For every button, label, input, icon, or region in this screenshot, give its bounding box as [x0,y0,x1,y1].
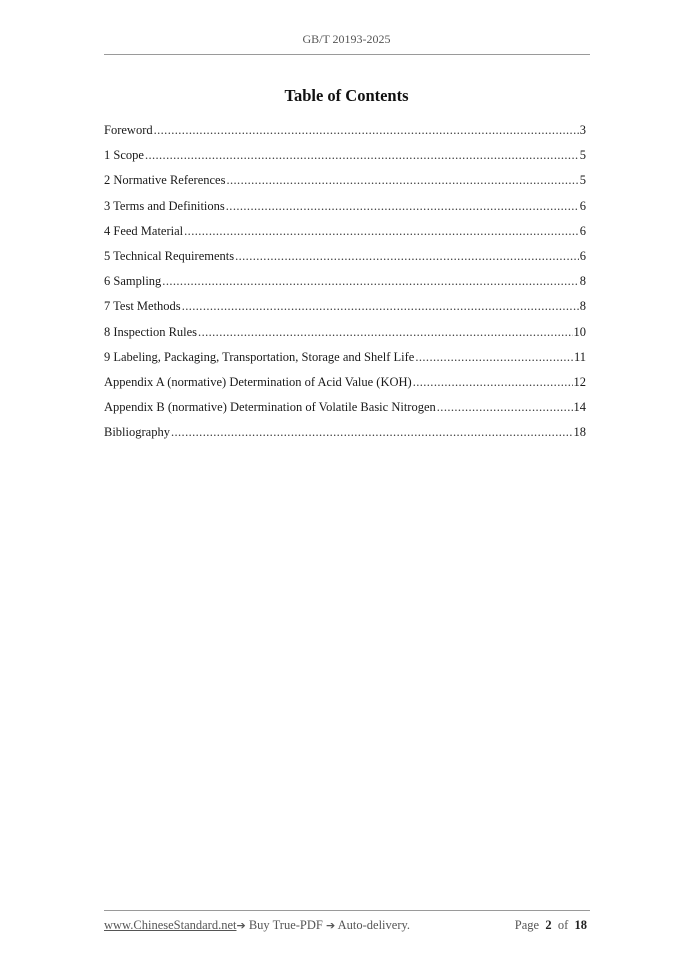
dot-leader [182,296,579,316]
toc-entry-label: 5 Technical Requirements [104,248,235,263]
dot-leader [235,246,579,266]
toc-entry-bibliography[interactable] [104,422,586,447]
running-header: GB/T 20193-2025 [302,32,391,46]
toc-entry-label: 9 Labeling, Packaging, Transportation, Storage and Shelf Life [104,349,415,364]
toc-entry-label: Appendix B (normative) Determination of Volatile Basic Nitrogen [104,400,436,415]
toc-entry-page: 14 [573,400,586,415]
arrow-right-icon: ➔ [236,919,246,932]
toc-entry-label: 7 Test Methods [104,299,181,314]
page-number [515,918,587,933]
dot-leader [171,422,573,442]
table-of-contents [104,120,586,447]
toc-entry-page: 18 [573,425,586,440]
dot-leader [162,271,578,291]
dot-leader [226,170,578,190]
toc-entry-page: 6 [579,223,586,238]
footer-divider [104,910,590,911]
toc-entry-label: Appendix A (normative) Determination of Acid Value (KOH) [104,374,412,389]
toc-entry-page: 12 [573,374,586,389]
total-pages-number: 18 [574,918,587,932]
toc-entry-page: 10 [573,324,586,339]
toc-entry-page: 5 [579,173,586,188]
toc-entry-label: 6 Sampling [104,274,162,289]
arrow-right-icon: ➔ [325,919,336,932]
toc-entry-label: 3 Terms and Definitions [104,198,225,213]
toc-entry-test-methods[interactable] [104,296,586,321]
toc-entry-label: 4 Feed Material [104,223,184,238]
dot-leader [415,347,573,367]
toc-entry-page: 11 [573,349,586,364]
header-divider [104,54,590,55]
buy-true-pdf-text: Buy True-PDF [245,918,326,932]
toc-entry-page: 6 [579,248,586,263]
toc-entry-label: 8 Inspection Rules [104,324,198,339]
site-link[interactable]: www.ChineseStandard.net [104,918,237,932]
toc-entry-label: Foreword [104,123,153,137]
toc-entry-appendix-a[interactable] [104,372,586,397]
auto-delivery-text: Auto-delivery. [335,918,411,932]
dot-leader [198,322,572,342]
toc-entry-label: Bibliography [104,425,170,440]
toc-entry-labeling-packaging[interactable] [104,347,586,372]
toc-entry-terms-and-definitions[interactable] [104,196,586,221]
toc-entry-page: 8 [579,274,586,289]
toc-entry-scope[interactable] [104,145,586,170]
dot-leader [184,221,579,241]
toc-title: Table of Contents [284,86,409,105]
toc-entry-feed-material[interactable] [104,221,586,246]
toc-entry-technical-requirements[interactable] [104,246,586,271]
toc-entry-page: 3 [579,123,586,137]
of-word: of [557,918,569,932]
page-word: Page [514,918,540,932]
dot-leader [145,145,579,165]
dot-leader [226,196,579,216]
toc-entry-sampling[interactable] [104,271,586,296]
toc-entry-page: 8 [579,299,586,314]
current-page-number: 2 [545,918,552,932]
toc-entry-foreword[interactable] [104,120,586,145]
toc-entry-page: 6 [579,198,586,213]
dot-leader [413,372,573,392]
dot-leader [154,120,579,140]
toc-entry-inspection-rules[interactable] [104,322,586,347]
footer-promo [104,918,410,933]
toc-entry-label: 2 Normative References [104,173,226,188]
toc-entry-normative-references[interactable] [104,170,586,195]
dot-leader [437,397,573,417]
toc-entry-appendix-b[interactable] [104,397,586,422]
toc-entry-label: 1 Scope [104,148,144,163]
toc-entry-page: 5 [579,148,586,163]
